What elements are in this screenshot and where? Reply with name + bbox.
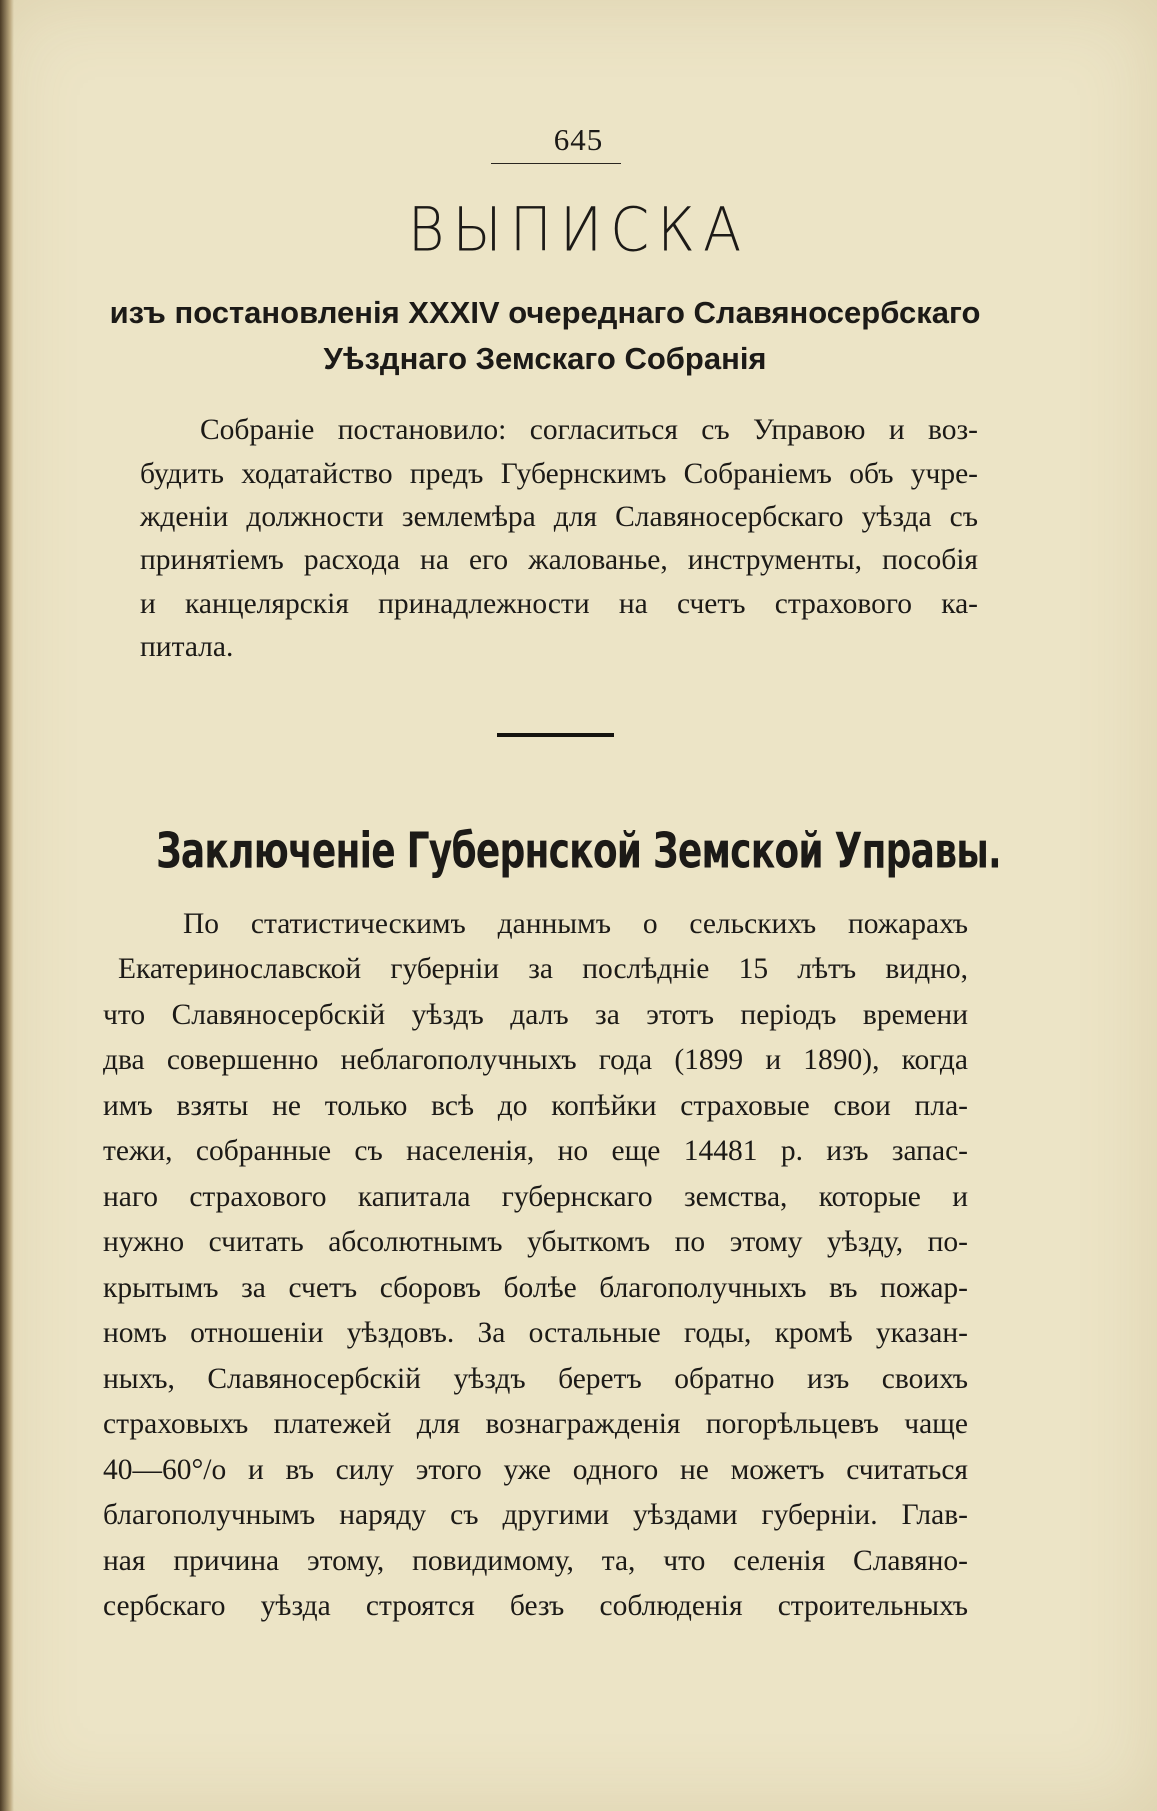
page-number: 645 [553,122,604,157]
resolution-line: жденіи должности землемѣра для Славяносербскаго уѣзда съ [140,501,978,533]
resolution-line: Собраніе постановило: согласиться съ Управою и воз- [200,414,978,446]
resolution-line: будить ходатайство предъ Губернскимъ Собраніемъ объ учре- [140,458,978,490]
section-divider [497,733,614,737]
conclusion-line: ныхъ, Славяносербскій уѣздъ беретъ обратно изъ своихъ [103,1363,968,1395]
conclusion-line: тежи, собранные съ населенія, но еще 14481 р. изъ запас- [103,1135,968,1167]
resolution-line: питала. [140,631,234,663]
conclusion-line: имъ взяты не только всѣ до копѣйки страховые свои пла- [103,1090,968,1122]
conclusion-line: ная причина этому, повидимому, та, что селенія Славяно- [103,1545,968,1577]
page-spine-shadow [0,0,14,1811]
conclusion-line: два совершенно неблагополучныхъ года (1899 и 1890), когда [103,1044,968,1076]
conclusion-line: наго страхового капитала губернскаго земства, которые и [103,1181,968,1213]
page-number-rule [491,163,621,164]
conclusion-line: нужно считать абсолютнымъ убыткомъ по этому уѣзду, по- [103,1226,968,1258]
conclusion-line: страховыхъ платежей для вознагражденія погорѣльцевъ чаще [103,1408,968,1440]
conclusion-line: Екатеринославской губерніи за послѣдніе 15 лѣтъ видно, [118,953,968,985]
conclusion-line: 40—60°/о и въ силу этого уже одного не можетъ считаться [103,1454,968,1486]
conclusion-line: благополучнымъ наряду съ другими уѣздами губерніи. Глав- [103,1499,968,1531]
conclusion-line: крытымъ за счетъ сборовъ болѣе благополучныхъ въ пожар- [103,1272,968,1304]
conclusion-line: сербскаго уѣзда строятся безъ соблюденія строительныхъ [103,1590,968,1622]
conclusion-line: По статистическимъ даннымъ о сельскихъ пожарахъ [183,908,968,940]
resolution-line: и канцелярскія принадлежности на счетъ страхового ка- [140,588,978,620]
subtitle-line-2: Уѣзднаго Земскаго Собранія [323,341,767,376]
subtitle-line-1: изъ постановленія XXXIV очереднаго Славяносербскаго [109,295,981,330]
conclusion-line: что Славяносербскій уѣздъ далъ за этотъ періодъ времени [103,999,968,1031]
section-heading: Заключеніе Губернской Земской Управы. [156,822,1001,881]
resolution-line: принятіемъ расхода на его жалованье, инструменты, пособія [140,544,978,576]
conclusion-line: номъ отношеніи уѣздовъ. За остальные годы, кромѣ указан- [103,1317,968,1349]
document-title: ВЫПИСКА [407,195,750,266]
